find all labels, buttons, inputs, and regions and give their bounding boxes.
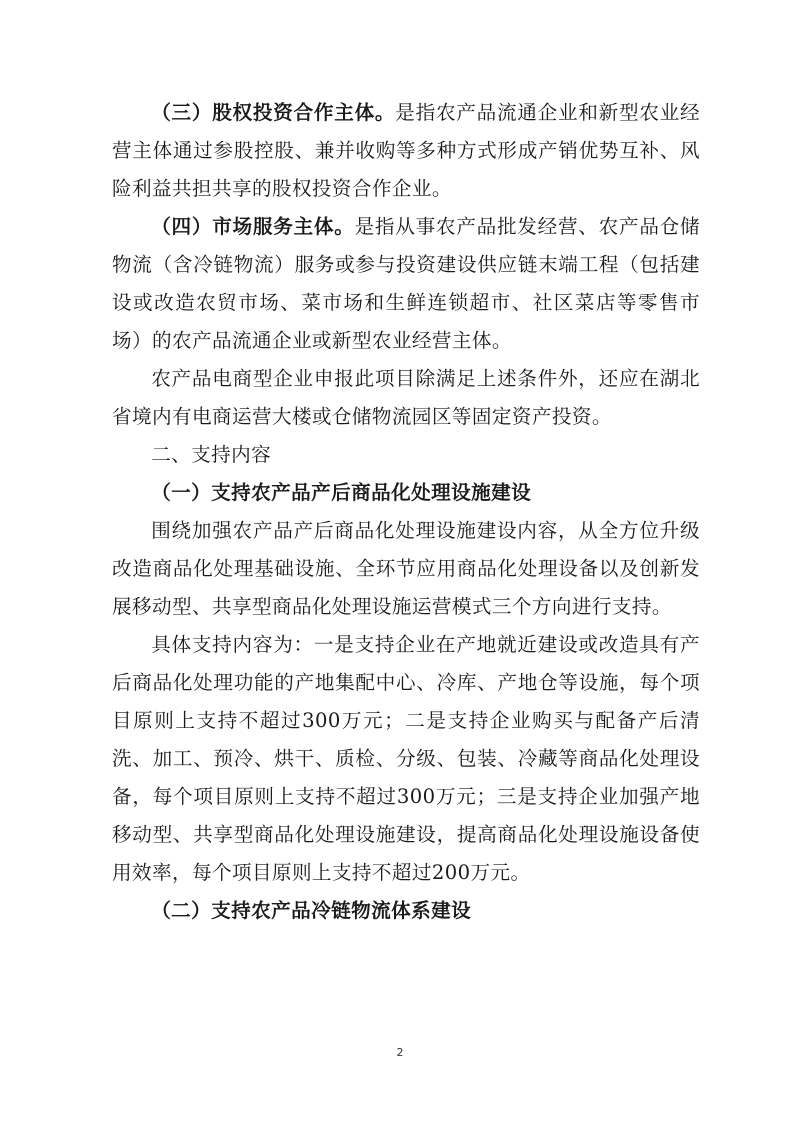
paragraph-support-directions: 围绕加强农产品产后商品化处理设施建设内容，从全方位升级改造商品化处理基础设施、全环节应用商品化处理设备以及创新发展移动型、共享型商品化处理设施运营模式三个方向进行支持。 [112, 519, 700, 618]
equity-investment-lead: （三）股权投资合作主体。 [151, 101, 396, 124]
page-number: 2 [396, 1046, 404, 1059]
subsection-heading-cold-chain: （二）支持农产品冷链物流体系建设 [151, 899, 472, 922]
paragraph-ecommerce-requirement: 农产品电商型企业申报此项目除满足上述条件外，还应在湖北省境内有电商运营大楼或仓储物流园区等固定资产投资。 [112, 367, 700, 428]
subsection-heading-post-harvest: （一）支持农产品产后商品化处理设施建设 [151, 481, 532, 504]
paragraph-support-details: 具体支持内容为：一是支持企业在产地就近建设或改造具有产后商品化处理功能的产地集配中心、冷库、产地仓等设施，每个项目原则上支持不超过300万元；二是支持企业购买与配备产后清洗、加工、预冷、烘干、质检、分级、包装、冷藏等商品化处理设备，每个项目原则上支持不超过300万元；三是支持企业加强产地移动型、共享型商品化处理设施建设，提高商品化处理设施设备使用效率，每个项目原则上支持不超过200万元。 [112, 633, 700, 884]
section-heading-support-content: 二、支持内容 [151, 443, 272, 466]
market-service-body: 是指从事农产品批发经营、农产品仓储物流（含冷链物流）服务或参与投资建设供应链末端工程（包括建设或改造农贸市场、菜市场和生鲜连锁超市、社区菜店等零售市场）的农产品流通企业或新型农业经营主体。 [112, 215, 700, 352]
market-service-lead: （四）市场服务主体。 [151, 215, 355, 238]
equity-investment-body: 是指农产品流通企业和新型农业经营主体通过参股控股、兼并收购等多种方式形成产销优势互补、风险利益共担共享的股权投资合作企业。 [112, 101, 701, 200]
paragraph-equity-investment [112, 94, 700, 208]
paragraph-market-service [112, 208, 700, 360]
body-text [112, 94, 700, 930]
